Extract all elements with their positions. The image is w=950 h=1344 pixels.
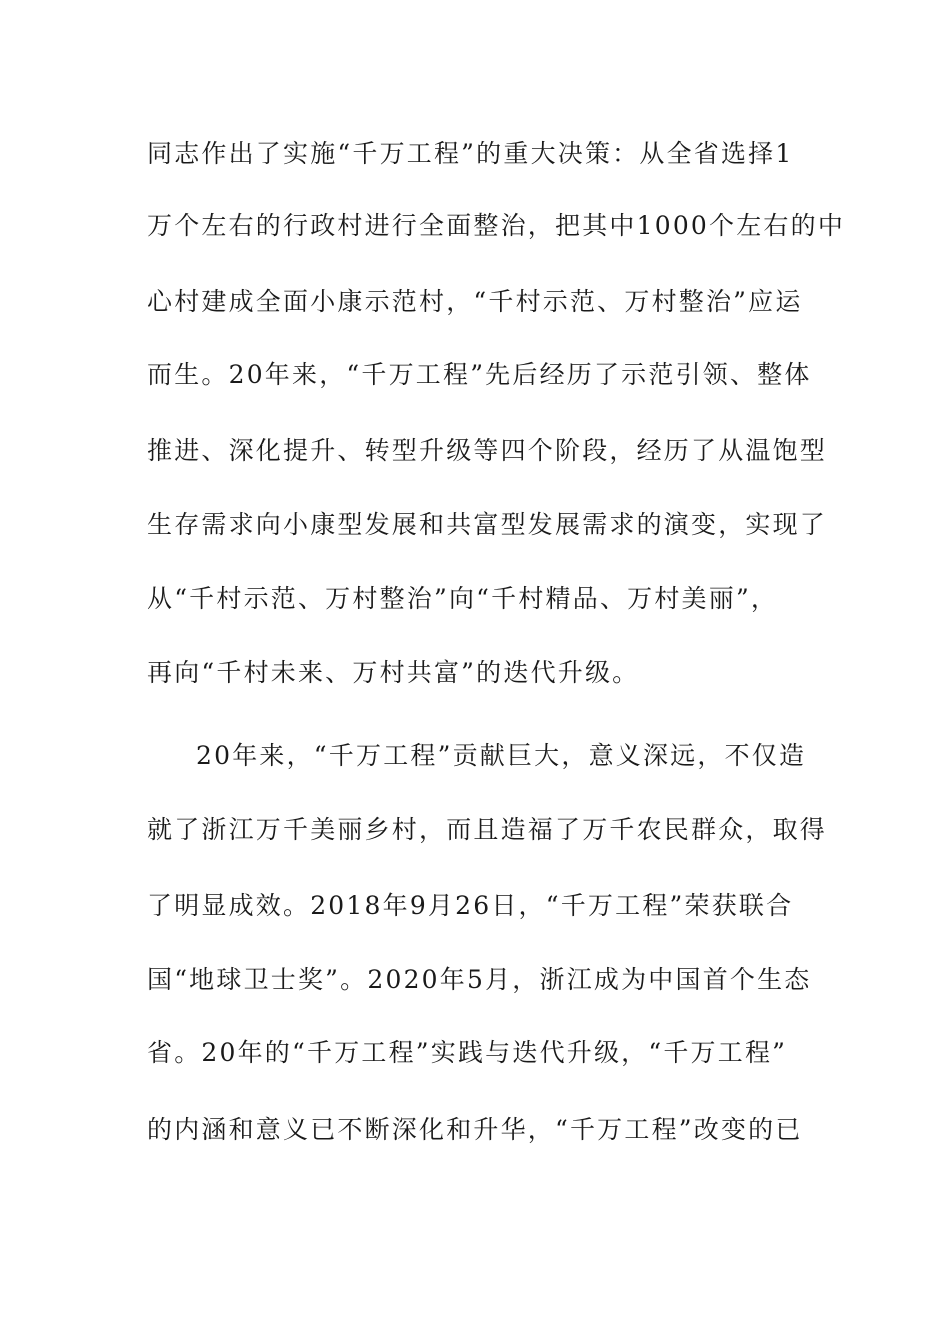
text-line: 同志作出了实施“千万工程”的重大决策：从全省选择1 [147,139,794,168]
text-line: 的内涵和意义已不断深化和升华，“千万工程”改变的已 [147,1115,803,1144]
text-line: 20年来，“千万工程”贡献巨大，意义深远，不仅造 [196,741,807,770]
text-line: 从“千村示范、万村整治”向“千村精品、万村美丽”， [147,584,779,613]
text-line: 万个左右的行政村进行全面整治，把其中1000个左右的中 [147,211,846,240]
text-line: 了明显成效。2018年9月26日，“千万工程”荣获联合 [147,891,794,920]
text-line: 推进、深化提升、转型升级等四个阶段，经历了从温饱型 [147,436,828,465]
text-line: 国“地球卫士奖”。2020年5月，浙江成为中国首个生态 [147,965,812,994]
text-line: 省。20年的“千万工程”实践与迭代升级，“千万工程” [147,1038,788,1067]
text-line: 再向“千村未来、万村共富”的迭代升级。 [147,658,640,687]
text-line: 生存需求向小康型发展和共富型发展需求的演变，实现了 [147,510,828,539]
text-line: 而生。20年来，“千万工程”先后经历了示范引领、整体 [147,360,812,389]
text-line: 就了浙江万千美丽乡村，而且造福了万千农民群众，取得 [147,815,828,844]
text-line: 心村建成全面小康示范村，“千村示范、万村整治”应运 [147,287,803,316]
